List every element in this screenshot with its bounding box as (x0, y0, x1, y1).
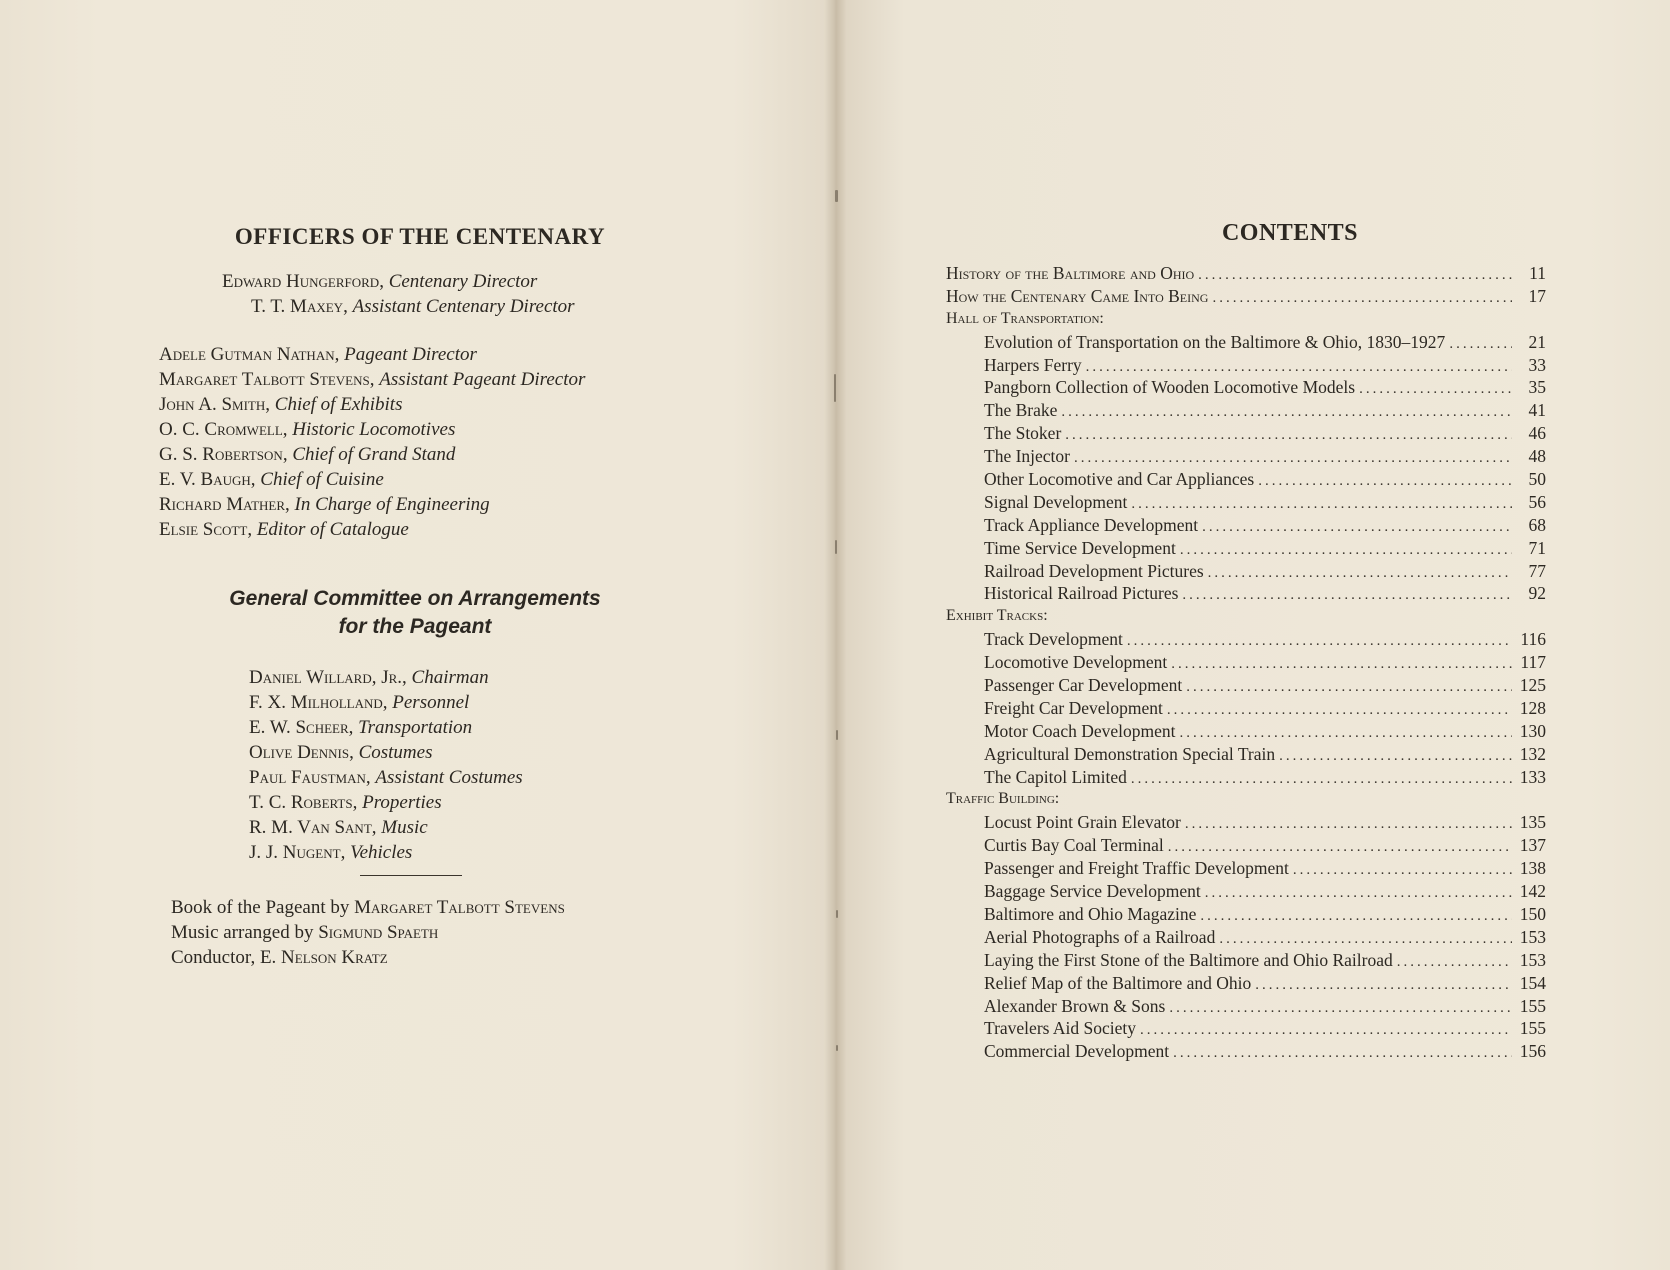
toc-leader-dots (1186, 676, 1512, 699)
toc-label: The Brake (984, 400, 1058, 421)
committee-line (249, 665, 489, 690)
committee-line (249, 790, 442, 815)
toc-leader-dots (1200, 905, 1512, 928)
toc-entry[interactable] (946, 697, 1546, 720)
toc-section (946, 788, 1546, 811)
toc-label: Hall of Transportation: (946, 309, 1104, 327)
toc-label: Track Development (984, 629, 1123, 650)
toc-leader-dots (1449, 333, 1512, 356)
officer-name: Richard Mather (159, 494, 286, 515)
toc-leader-dots (1140, 1019, 1512, 1042)
toc-entry[interactable] (946, 354, 1546, 377)
toc-page-number: 130 (1519, 720, 1546, 741)
toc-leader-dots (1086, 356, 1512, 379)
toc-leader-dots (1205, 882, 1512, 905)
toc-entry[interactable] (946, 422, 1546, 445)
gutter-mark (836, 1045, 838, 1051)
toc-leader-dots (1258, 470, 1512, 493)
separator: , (282, 419, 293, 440)
toc-page-number: 35 (1528, 377, 1546, 398)
committee-title-line1: General Committee on Arrangements (229, 587, 601, 610)
gutter-mark (836, 910, 838, 918)
toc-label: History of the Baltimore and Ohio (946, 263, 1195, 283)
separator: , (349, 742, 359, 763)
toc-entry[interactable] (946, 651, 1546, 674)
toc-entry[interactable] (946, 491, 1546, 514)
toc-page-number: 138 (1519, 858, 1546, 879)
toc-entry[interactable] (946, 1040, 1546, 1063)
toc-leader-dots (1279, 745, 1512, 768)
toc-leader-dots (1180, 539, 1512, 562)
committee-member-name: E. W. Scheer (249, 717, 349, 738)
toc-label: Commercial Development (984, 1041, 1170, 1062)
committee-member-role: Music (381, 817, 428, 838)
toc-page-number: 156 (1519, 1041, 1546, 1062)
toc-label: Passenger and Freight Traffic Development (984, 858, 1289, 879)
toc-entry[interactable] (946, 857, 1546, 880)
toc-entry[interactable] (946, 743, 1546, 766)
gutter-mark (835, 540, 837, 554)
toc-label: Relief Map of the Baltimore and Ohio (984, 972, 1252, 993)
credit-line (171, 945, 388, 970)
toc-page-number: 48 (1528, 446, 1546, 467)
toc-entry[interactable] (946, 674, 1546, 697)
toc-leader-dots (1167, 699, 1512, 722)
toc-leader-dots (1131, 768, 1512, 791)
toc-page-number: 137 (1519, 835, 1546, 856)
committee-member-role: Chairman (411, 667, 489, 688)
toc-entry[interactable] (946, 468, 1546, 491)
toc-page-number: 117 (1520, 652, 1546, 673)
toc-label: Railroad Development Pictures (984, 560, 1204, 581)
toc-page-number: 50 (1528, 469, 1546, 490)
separator: , (250, 469, 261, 490)
committee-title-line2: for the Pageant (338, 615, 492, 638)
toc-entry[interactable] (946, 445, 1546, 468)
committee-line (249, 715, 472, 740)
toc-leader-dots (1255, 974, 1512, 997)
toc-label: Signal Development (984, 491, 1128, 512)
officer-role: Assistant Centenary Director (352, 296, 575, 317)
separator: , (365, 767, 376, 788)
toc-label: Freight Car Development (984, 697, 1163, 718)
toc-leader-dots (1293, 859, 1512, 882)
officer-line (159, 342, 477, 367)
toc-entry[interactable] (946, 811, 1546, 834)
separator: , (265, 394, 275, 415)
toc-leader-dots (1131, 493, 1512, 516)
officer-role: Chief of Grand Stand (292, 444, 456, 465)
toc-entry[interactable] (946, 262, 1546, 285)
toc-entry[interactable] (946, 949, 1546, 972)
toc-leader-dots (1359, 378, 1512, 401)
separator: , (369, 369, 380, 390)
credit-prefix: Book of the Pageant by (171, 897, 350, 918)
toc-leader-dots (1202, 516, 1512, 539)
gutter-mark (836, 730, 838, 740)
toc-label: Harpers Ferry (984, 354, 1082, 375)
toc-entry[interactable] (946, 560, 1546, 583)
toc-page-number: 71 (1528, 537, 1546, 558)
toc-page-number: 132 (1519, 743, 1546, 764)
toc-label: Track Appliance Development (984, 514, 1199, 535)
separator: , (343, 296, 353, 317)
toc-leader-dots (1179, 722, 1512, 745)
separator: , (348, 717, 359, 738)
separator: , (352, 792, 363, 813)
toc-label: Historical Railroad Pictures (984, 583, 1179, 604)
officer-role: Centenary Director (388, 271, 538, 292)
separator: , (285, 494, 295, 515)
committee-title (150, 585, 680, 641)
credit-name: Sigmund Spaeth (318, 922, 439, 943)
toc-label: Baggage Service Development (984, 881, 1201, 902)
credit-prefix: Conductor, (171, 947, 256, 968)
credit-line (171, 895, 565, 920)
toc-leader-dots (1169, 997, 1512, 1020)
committee-member-name: R. M. Van Sant (249, 817, 372, 838)
toc-label: Travelers Aid Society (984, 1018, 1136, 1039)
toc-leader-dots (1171, 653, 1512, 676)
toc-page-number: 77 (1528, 560, 1546, 581)
officer-name: Adele Gutman Nathan (159, 344, 335, 365)
toc-entry[interactable] (946, 834, 1546, 857)
toc-leader-dots (1074, 447, 1512, 470)
officer-role: Pageant Director (344, 344, 477, 365)
officer-role: Chief of Cuisine (260, 469, 384, 490)
officer-name: Edward Hungerford (222, 271, 380, 292)
toc-label: Evolution of Transportation on the Baltimore & Ohio, 1830–1927 (984, 331, 1446, 352)
officer-role: In Charge of Engineering (294, 494, 490, 515)
credit-line (171, 920, 438, 945)
toc-leader-dots (1185, 813, 1512, 836)
officer-line (159, 417, 455, 442)
officer-line (159, 492, 490, 517)
toc-entry[interactable] (946, 903, 1546, 926)
gutter-mark (835, 190, 838, 202)
separator: , (247, 519, 257, 540)
toc-leader-dots (1065, 424, 1512, 447)
committee-member-role: Properties (362, 792, 442, 813)
toc-leader-dots (1212, 287, 1512, 310)
toc-page-number: 116 (1520, 629, 1546, 650)
officer-line (159, 392, 402, 417)
toc-entry[interactable] (946, 399, 1546, 422)
toc-label: Locomotive Development (984, 652, 1168, 673)
separator: , (282, 444, 293, 465)
separator: , (382, 692, 393, 713)
toc-entry[interactable] (946, 582, 1546, 605)
toc-entry[interactable] (946, 537, 1546, 560)
toc-entry[interactable] (946, 514, 1546, 537)
divider-rule (360, 875, 462, 876)
toc-label: Agricultural Demonstration Special Train (984, 743, 1276, 764)
toc-entry[interactable] (946, 880, 1546, 903)
toc-label: Other Locomotive and Car Appliances (984, 469, 1255, 490)
officer-role: Assistant Pageant Director (379, 369, 586, 390)
officer-line (159, 467, 384, 492)
separator: , (402, 667, 412, 688)
officers-title: OFFICERS OF THE CENTENARY (234, 224, 606, 249)
toc-page-number: 33 (1528, 354, 1546, 375)
committee-line (249, 815, 428, 840)
committee-member-name: F. X. Milholland (249, 692, 383, 713)
toc-label: Baltimore and Ohio Magazine (984, 903, 1197, 924)
toc-entry[interactable] (946, 1017, 1546, 1040)
toc-entry[interactable] (946, 766, 1546, 789)
committee-member-name: Daniel Willard, Jr. (249, 667, 403, 688)
toc-leader-dots (1198, 264, 1512, 287)
toc-leader-dots (1397, 951, 1512, 974)
toc-leader-dots (1127, 630, 1512, 653)
toc-label: Laying the First Stone of the Baltimore and Ohio Railroad (984, 949, 1393, 970)
toc-page-number: 56 (1528, 491, 1546, 512)
officer-role: Chief of Exhibits (274, 394, 403, 415)
officer-line (159, 367, 585, 392)
officer-name: G. S. Robertson (159, 444, 283, 465)
officer-line (159, 517, 409, 542)
toc-section (946, 605, 1546, 628)
committee-member-name: Paul Faustman (249, 767, 366, 788)
toc-page-number: 153 (1519, 949, 1546, 970)
toc-leader-dots (1061, 401, 1512, 424)
toc-entry[interactable] (946, 720, 1546, 743)
toc-label: Exhibit Tracks: (946, 607, 1048, 625)
toc-entry[interactable] (946, 926, 1546, 949)
toc-page-number: 11 (1529, 263, 1546, 283)
committee-member-name: J. J. Nugent (249, 842, 341, 863)
toc-entry[interactable] (946, 285, 1546, 308)
gutter-mark (834, 374, 836, 402)
toc-page-number: 21 (1528, 331, 1546, 352)
toc-page-number: 135 (1519, 812, 1546, 833)
toc-leader-dots (1208, 562, 1512, 585)
toc-page-number: 68 (1528, 514, 1546, 535)
officer-name: E. V. Baugh (159, 469, 251, 490)
officer-line (159, 442, 455, 467)
separator: , (379, 271, 389, 292)
toc-page-number: 92 (1528, 583, 1546, 604)
toc-page-number: 46 (1528, 423, 1546, 444)
toc-leader-dots (1219, 928, 1512, 951)
toc-leader-dots (1168, 836, 1512, 859)
separator: , (371, 817, 382, 838)
toc-page-number: 153 (1519, 926, 1546, 947)
committee-line (249, 765, 523, 790)
separator: , (340, 842, 351, 863)
toc-page-number: 155 (1519, 995, 1546, 1016)
officer-role: Editor of Catalogue (256, 519, 409, 540)
committee-member-role: Assistant Costumes (375, 767, 523, 788)
credit-name: E. Nelson Kratz (259, 947, 388, 968)
toc-label: Motor Coach Development (984, 720, 1176, 741)
toc-section (946, 308, 1546, 331)
toc-label: Time Service Development (984, 537, 1176, 558)
separator: , (334, 344, 345, 365)
toc-leader-dots (1182, 584, 1512, 607)
committee-line (249, 740, 432, 765)
toc-page-number: 133 (1519, 766, 1546, 787)
toc-page-number: 155 (1519, 1018, 1546, 1039)
officer-name: O. C. Cromwell (159, 419, 283, 440)
officer-line (251, 294, 575, 319)
toc-entry[interactable] (946, 628, 1546, 651)
officer-line (222, 269, 537, 294)
toc-label: How the Centenary Came Into Being (946, 285, 1209, 306)
toc-page-number: 154 (1519, 972, 1546, 993)
officer-name: John A. Smith (159, 394, 266, 415)
toc-label: The Stoker (984, 423, 1062, 444)
toc-label: Alexander Brown & Sons (984, 995, 1166, 1016)
toc-page-number: 17 (1528, 285, 1546, 306)
toc-page-number: 128 (1519, 697, 1546, 718)
toc-label: Curtis Bay Coal Terminal (984, 835, 1164, 856)
toc-page-number: 142 (1519, 881, 1546, 902)
committee-line (249, 690, 469, 715)
toc-entry[interactable] (946, 995, 1546, 1018)
toc-entry[interactable] (946, 376, 1546, 399)
toc-label: Locust Point Grain Elevator (984, 812, 1181, 833)
toc-entry[interactable] (946, 972, 1546, 995)
toc-page-number: 125 (1519, 675, 1546, 696)
committee-line (249, 840, 412, 865)
officer-role: Historic Locomotives (292, 419, 456, 440)
toc-label: Passenger Car Development (984, 675, 1183, 696)
toc-page-number: 150 (1519, 903, 1546, 924)
toc-entry[interactable] (946, 331, 1546, 354)
toc-label: Traffic Building: (946, 790, 1060, 808)
officer-name: Elsie Scott (159, 519, 248, 540)
committee-member-name: Olive Dennis (249, 742, 350, 763)
toc-label: The Capitol Limited (984, 766, 1127, 787)
table-of-contents (946, 262, 1546, 1063)
committee-member-role: Costumes (358, 742, 433, 763)
committee-member-name: T. C. Roberts (249, 792, 353, 813)
credit-name: Margaret Talbott Stevens (354, 897, 565, 918)
committee-member-role: Personnel (392, 692, 470, 713)
committee-member-role: Transportation (358, 717, 473, 738)
toc-label: The Injector (984, 446, 1070, 467)
credit-prefix: Music arranged by (171, 922, 314, 943)
officer-name: Margaret Talbott Stevens (159, 369, 370, 390)
toc-label: Aerial Photographs of a Railroad (984, 926, 1216, 947)
toc-page-number: 41 (1528, 400, 1546, 421)
contents-title: CONTENTS (1221, 220, 1359, 246)
committee-member-role: Vehicles (350, 842, 413, 863)
toc-label: Pangborn Collection of Wooden Locomotive Models (984, 377, 1356, 398)
officer-name: T. T. Maxey (251, 296, 344, 317)
toc-leader-dots (1173, 1042, 1512, 1065)
